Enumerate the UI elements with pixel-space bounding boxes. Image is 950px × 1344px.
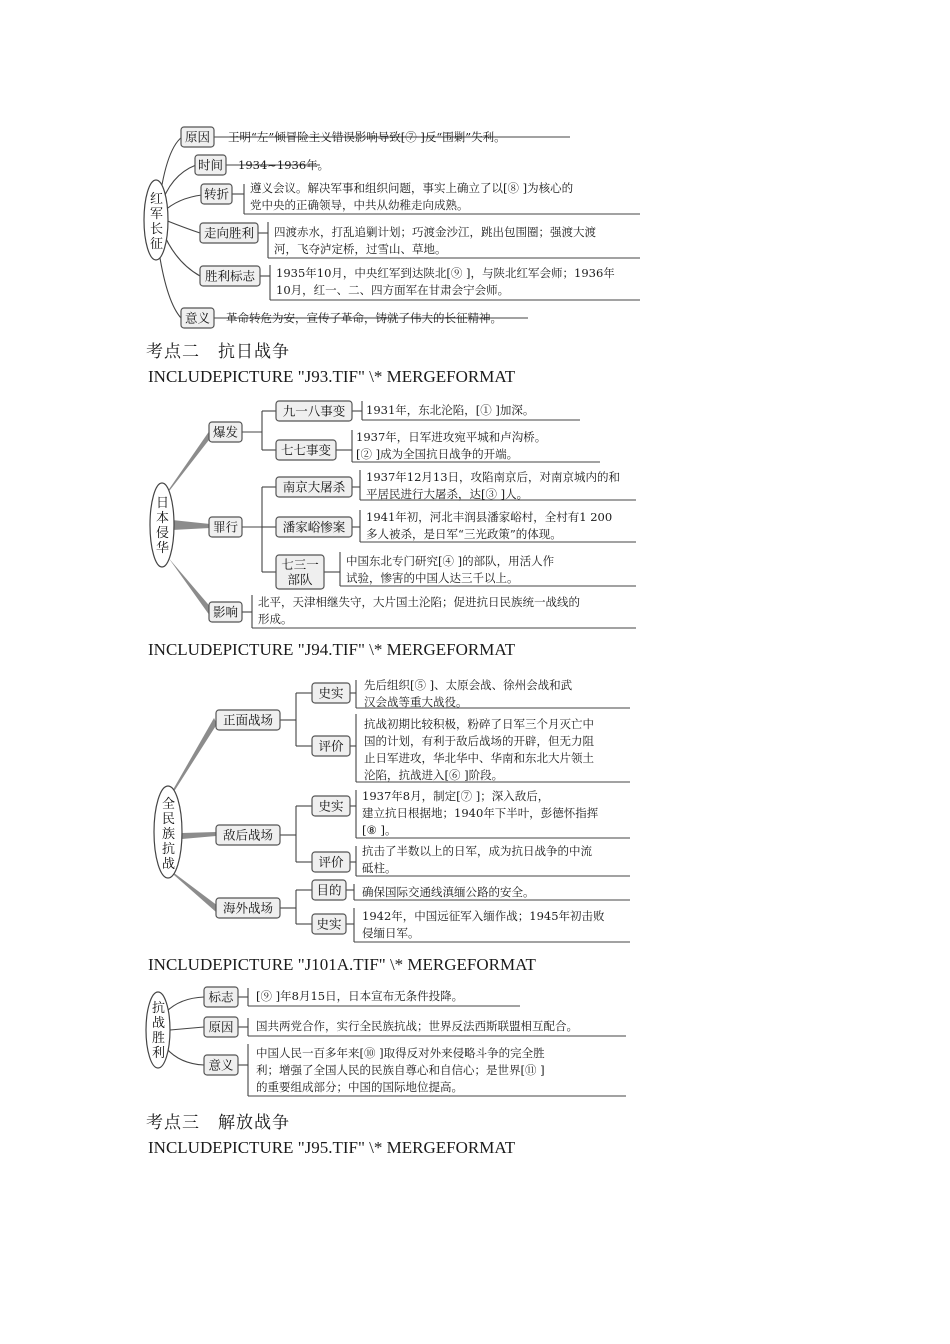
- national-item-3-label: 史实: [318, 798, 344, 814]
- japan-item-3-text-line: 1937年12月13日，攻陷南京后，对南京城内的和: [366, 470, 621, 484]
- japan-item-4-text-line: 多人被杀，是日军“三光政策”的体现。: [366, 527, 562, 541]
- victory-title: [152, 1000, 165, 1061]
- long-march-node-6-text-line: 革命转危为安，宣传了革命，铸就了伟大的长征精神。: [226, 311, 502, 325]
- national-item-2-text-line: 抗战初期比较积极，粉碎了日军三个月灭亡中: [364, 717, 594, 731]
- national-item-4-text-line: 砥柱。: [362, 861, 397, 875]
- svg-text:全: 全: [162, 797, 176, 812]
- japan-item-5-text-line: 中国东北专门研究[④ ]的部队，用活人作: [346, 554, 555, 568]
- victory-node-3-text-line: 中国人民一百多年来[⑩ ]取得反对外来侵略斗争的完全胜: [256, 1046, 545, 1060]
- svg-text:红: 红: [150, 192, 164, 207]
- svg-text:抗: 抗: [152, 1001, 166, 1016]
- national-item-1-text-line: 汉会战等重大战役。: [364, 695, 468, 709]
- national-item-2-label: 评价: [318, 738, 344, 754]
- japan-item-2-label: 七七事变: [280, 442, 332, 458]
- svg-text:征: 征: [150, 237, 164, 252]
- long-march-node-5-label: 胜利标志: [204, 268, 256, 284]
- japan-item-1-text-line: 1931年，东北沦陷，[① ]加深。: [366, 403, 535, 417]
- national-branch-overseas-label: 海外战场: [222, 900, 274, 916]
- svg-text:民: 民: [162, 812, 176, 827]
- include-picture-field-1: INCLUDEPICTURE "J93.TIF" \* MERGEFORMAT: [148, 367, 516, 386]
- section-heading-2: 考点二 抗日战争: [146, 342, 290, 362]
- national-item-5-text-line: 确保国际交通线滇缅公路的安全。: [362, 885, 535, 899]
- svg-text:侵: 侵: [156, 526, 170, 541]
- national-item-6-text-line: 侵缅日军。: [362, 926, 420, 940]
- japan-branch-outbreak-label: 爆发: [212, 424, 239, 440]
- include-picture-field-4: INCLUDEPICTURE "J95.TIF" \* MERGEFORMAT: [148, 1138, 516, 1157]
- national-item-3-text-line: [⑧ ]。: [362, 823, 397, 837]
- national-item-4-text-line: 抗击了半数以上的日军，成为抗日战争的中流: [362, 844, 592, 858]
- svg-text:长: 长: [150, 222, 164, 237]
- national-branch-front-label: 正面战场: [222, 712, 274, 728]
- svg-text:胜: 胜: [152, 1031, 166, 1046]
- svg-text:军: 军: [150, 207, 164, 222]
- section-heading-3: 考点三 解放战争: [146, 1113, 290, 1133]
- national-item-1-label: 史实: [318, 685, 344, 701]
- japan-item-1-label: 九一八事变: [282, 403, 346, 419]
- japan-item-3-text-line: 平居民进行大屠杀，达[③ ]人。: [366, 487, 529, 501]
- svg-text:利: 利: [152, 1046, 166, 1061]
- japan-branch-crimes-label: 罪行: [212, 519, 239, 535]
- svg-text:族: 族: [162, 827, 176, 842]
- national-item-3-text-line: 1937年8月，制定[⑦ ]；深入敌后，: [362, 789, 550, 803]
- victory-node-3-text-line: 利；增强了全国人民的民族自尊心和自信心；是世界[⑪ ]: [256, 1063, 545, 1077]
- japan-item-3-label: 南京大屠杀: [282, 479, 346, 495]
- national-item-4-label: 评价: [318, 854, 344, 870]
- long-march-node-4-text-line: 四渡赤水，打乱追剿计划；巧渡金沙江，跳出包围圈；强渡大渡: [274, 225, 596, 239]
- long-march-node-5-text-line: 10月，红一、二、四方面军在甘肃会宁会师。: [276, 283, 510, 297]
- svg-text:华: 华: [156, 541, 170, 556]
- victory-node-1-text-line: [⑨ ]年8月15日，日本宣布无条件投降。: [256, 989, 464, 1003]
- japan-impact-text-line: 北平，天津相继失守，大片国土沦陷；促进抗日民族统一战线的: [258, 595, 580, 609]
- japan-item-4-text-line: 1941年初，河北丰润县潘家峪村，全村有1 200: [366, 510, 613, 524]
- national-item-3-text-line: 建立抗日根据地；1940年下半叶，彭德怀指挥: [362, 806, 599, 820]
- japan-item-2-text-line: 1937年，日军进攻宛平城和卢沟桥。: [356, 430, 547, 444]
- japan-item-5-label: 七三一: [281, 557, 319, 572]
- include-picture-field-3: INCLUDEPICTURE "J101A.TIF" \* MERGEFORMAT: [148, 955, 536, 974]
- japan-item-5-text-line: 试验，惨害的中国人达三千以上。: [346, 571, 519, 585]
- national-item-2-text-line: 沦陷，抗战进入[⑥ ]阶段。: [364, 768, 504, 782]
- national-item-5-label: 目的: [316, 882, 342, 898]
- national-item-2-text-line: 国的计划，有利于敌后战场的开辟，但无力阻: [364, 734, 594, 748]
- svg-text:日: 日: [156, 496, 170, 511]
- include-picture-field-2: INCLUDEPICTURE "J94.TIF" \* MERGEFORMAT: [148, 640, 516, 659]
- long-march-node-3-label: 转折: [203, 186, 230, 202]
- long-march-node-2-text-line: 1934~1936年。: [238, 158, 330, 172]
- national-item-2-text-line: 止日军进攻，华北华中、华南和东北大片领土: [364, 751, 594, 765]
- svg-text:抗: 抗: [162, 842, 176, 857]
- long-march-node-3-text-line: 党中央的正确领导，中共从幼稚走向成熟。: [250, 198, 469, 212]
- japan-branch-impact-label: 影响: [212, 604, 239, 620]
- long-march-node-1-label: 原因: [184, 129, 211, 145]
- svg-text:战: 战: [162, 857, 176, 872]
- victory-node-3-label: 意义: [208, 1057, 234, 1073]
- japan-impact-text-line: 形成。: [258, 612, 293, 626]
- japan-item-5-label: 部队: [287, 572, 313, 587]
- victory-node-2-text-line: 国共两党合作，实行全民族抗战；世界反法西斯联盟相互配合。: [256, 1019, 578, 1033]
- svg-text:战: 战: [152, 1016, 166, 1031]
- long-march-node-4-text-line: 河，飞夺泸定桥，过雪山、草地。: [274, 242, 447, 256]
- national-item-1-text-line: 先后组织[⑤ ]、太原会战、徐州会战和武: [364, 678, 573, 692]
- long-march-node-5-text-line: 1935年10月，中央红军到达陕北[⑨ ]，与陕北红军会师；1936年: [276, 266, 615, 280]
- national-item-6-text-line: 1942年，中国远征军入缅作战；1945年初击败: [362, 909, 605, 923]
- svg-text:本: 本: [156, 511, 170, 526]
- long-march-node-2-label: 时间: [197, 157, 224, 173]
- long-march-node-1-text-line: 王明“左”倾冒险主义错误影响导致[⑦ ]反“围剿”失利。: [228, 130, 506, 144]
- victory-node-3-text-line: 的重要组成部分；中国的国际地位提高。: [256, 1080, 463, 1094]
- long-march-node-6-label: 意义: [184, 310, 211, 326]
- japan-item-4-label: 潘家峪惨案: [282, 519, 346, 535]
- victory-node-2-label: 原因: [208, 1019, 234, 1035]
- national-branch-rear-label: 敌后战场: [222, 827, 274, 843]
- victory-node-1-label: 标志: [208, 989, 234, 1005]
- japan-item-2-text-line: [② ]成为全国抗日战争的开端。: [356, 447, 519, 461]
- long-march-node-3-text-line: 遵义会议。解决军事和组织问题，事实上确立了以[⑧ ]为核心的: [250, 181, 574, 195]
- national-item-6-label: 史实: [316, 916, 342, 932]
- long-march-node-4-label: 走向胜利: [203, 225, 255, 241]
